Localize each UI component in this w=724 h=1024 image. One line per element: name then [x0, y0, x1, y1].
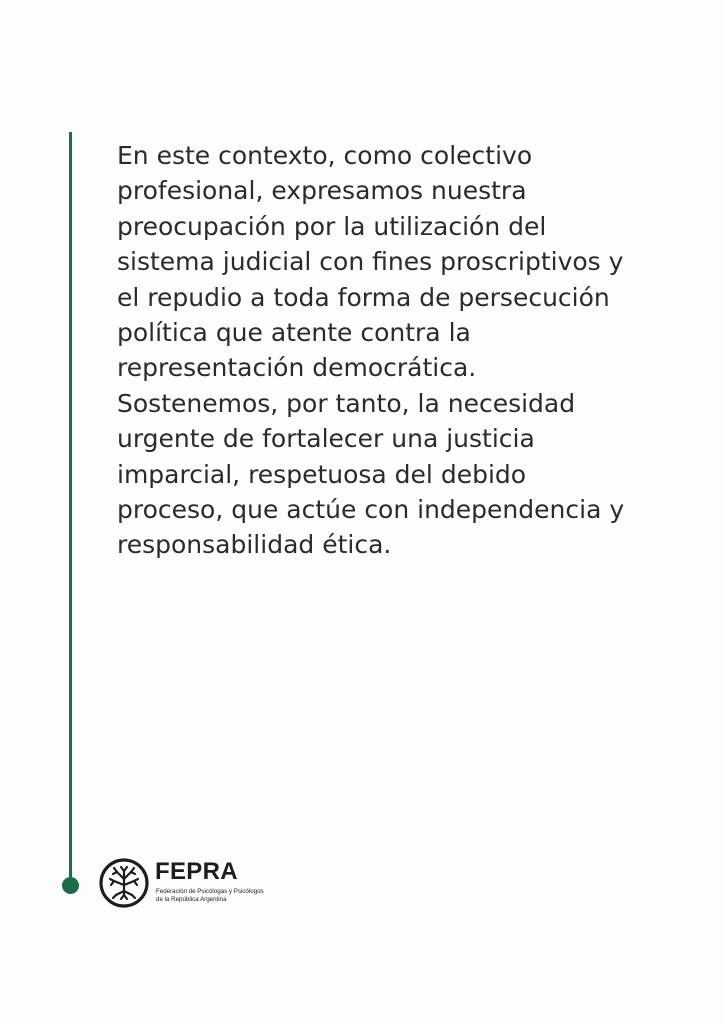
logo-subtitle-line: de la República Argentina	[156, 896, 227, 903]
statement-line: representación democrática.	[117, 353, 477, 383]
statement-line: imparcial, respetuosa del debido	[117, 459, 527, 489]
statement-line: responsabilidad ética.	[117, 530, 392, 560]
statement-line: el repudio a toda forma de persecución	[117, 282, 610, 312]
fepra-emblem-icon	[98, 857, 150, 909]
statement-line: Sostenemos, por tanto, la necesidad	[117, 388, 576, 418]
statement-line: En este contexto, como colectivo	[117, 141, 533, 170]
logo-name: FEPRA	[155, 858, 238, 885]
logo-subtitle	[156, 888, 264, 904]
statement-line: política que atente contra la	[117, 318, 471, 348]
fepra-logo	[98, 857, 278, 913]
statement-line: sistema judicial con fines proscriptivos y	[117, 247, 624, 277]
logo-subtitle-line: Federación de Psicólogas y Psicólogos	[156, 888, 264, 895]
statement-line: urgente de fortalecer una justicia	[117, 424, 535, 454]
statement-line: proceso, que actúe con independencia y	[117, 495, 625, 525]
vertical-accent-line	[69, 132, 72, 884]
statement-paragraph	[117, 138, 677, 563]
accent-dot	[62, 877, 79, 894]
statement-line: preocupación por la utilización del	[117, 211, 547, 241]
statement-line: profesional, expresamos nuestra	[117, 176, 527, 206]
